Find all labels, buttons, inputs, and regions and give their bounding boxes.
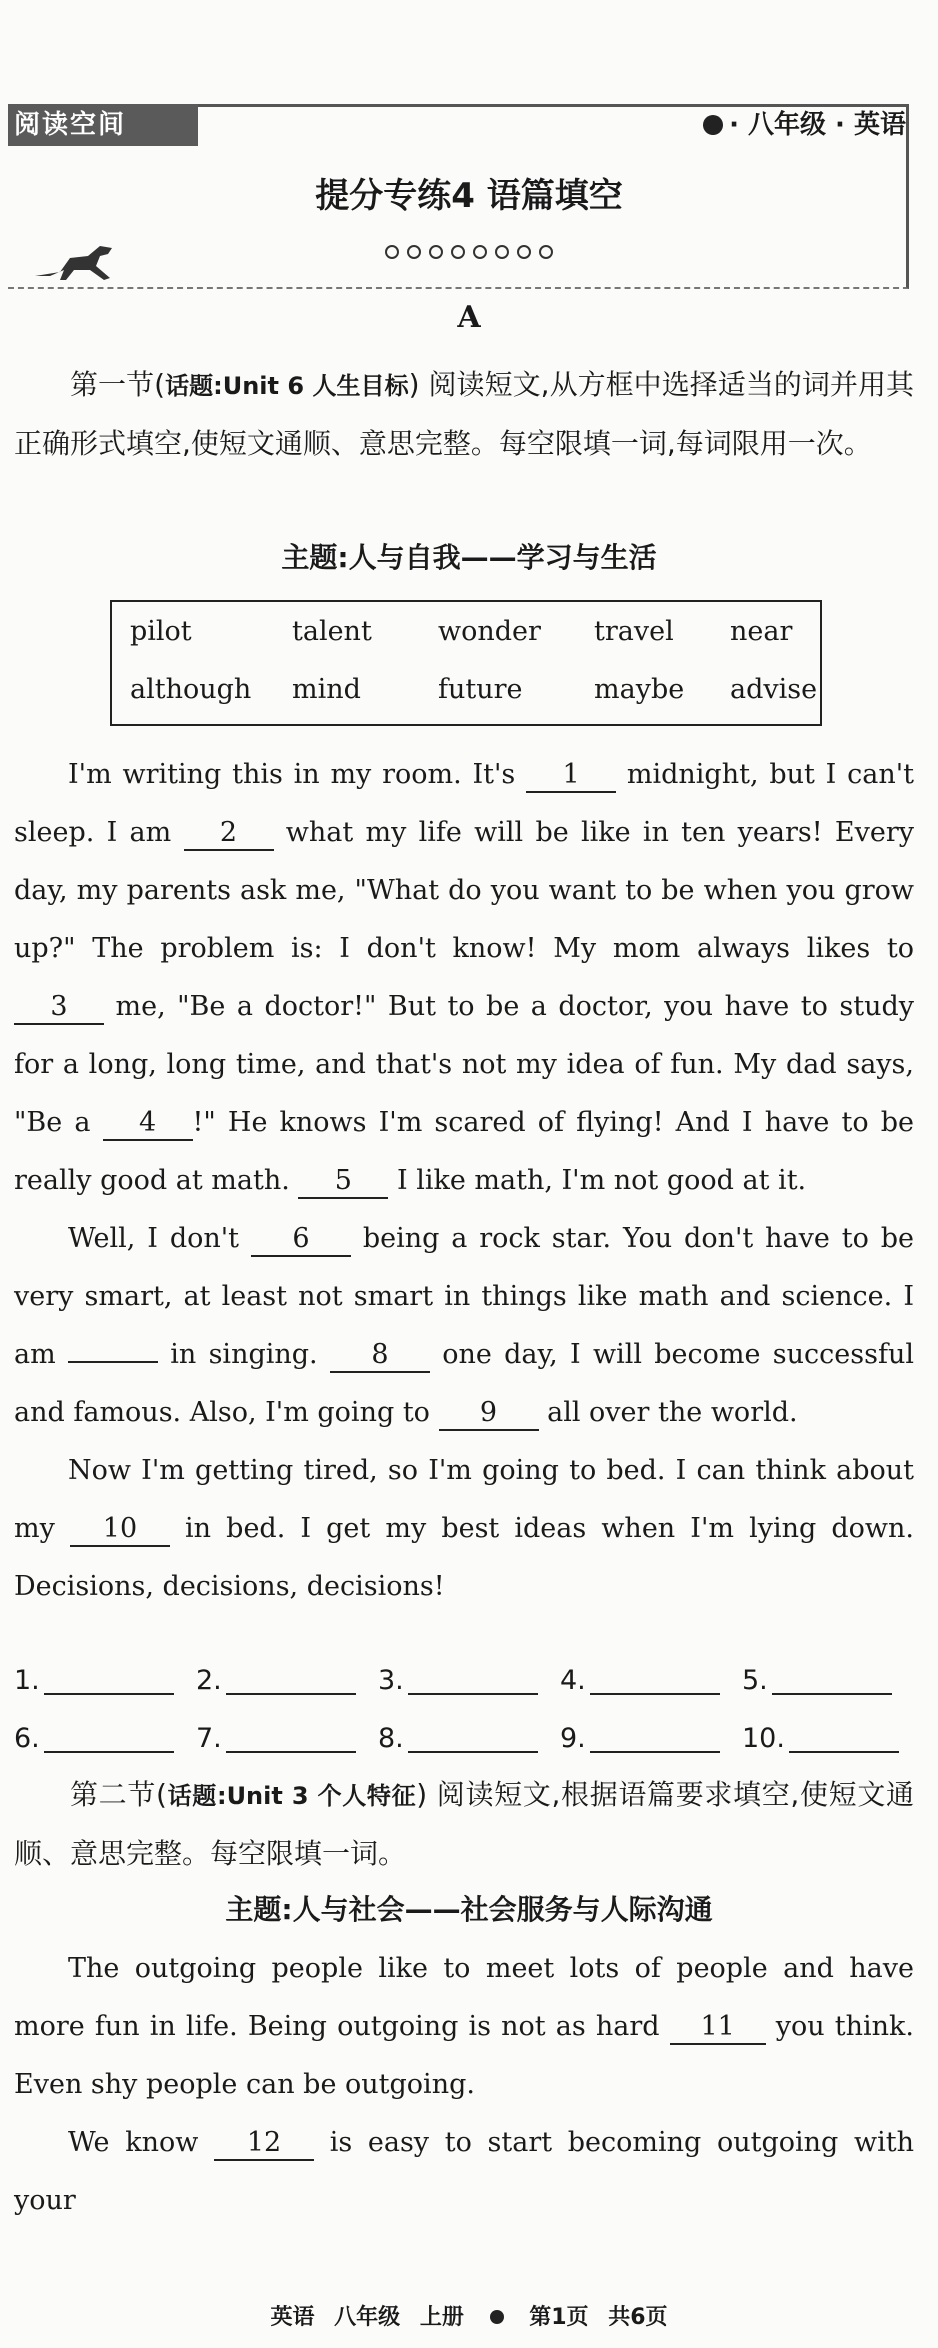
passage-paragraph-4: The outgoing people like to meet lots of people and have more fun in life. Being outgoing is not as hard 11 you think. Even shy people can be outgoing. <box>14 1953 914 2100</box>
answer-line-9[interactable]: 9. <box>560 1710 742 1768</box>
word-bank-item: mind <box>292 674 361 705</box>
part2-instructions: 第二节(话题:Unit 3 个人特征) 阅读短文,根据语篇要求填空,使短文通顺、意思完整。每空限填一词。 <box>14 1778 914 1870</box>
blank-4[interactable]: 4 <box>103 1107 193 1141</box>
page-footer: 英语 八年级 上册 第1页 共6页 <box>270 2305 668 2330</box>
passage-paragraph-2: Well, I don't 6 being a rock star. You don't have to be very smart, at least not smart in things like math and science. I am in singing. 8 one day, I will become successful and famous. Also, I'm going to 9 all over the world. <box>14 1210 914 1442</box>
answer-line-7[interactable]: 7. <box>196 1710 378 1768</box>
section-letter: A <box>457 300 481 335</box>
blank-8[interactable]: 8 <box>330 1339 430 1373</box>
theme-1: 主题:人与自我——学习与生活 <box>281 541 657 574</box>
answer-lines <box>14 1652 924 1768</box>
part1-instructions: 第一节(话题:Unit 6 人生目标) 阅读短文,从方框中选择适当的词并用其正确形式填空,使短文通顺、意思完整。每空限填一词,每词限用一次。 <box>14 368 914 460</box>
blank-12[interactable]: 12 <box>214 2127 314 2161</box>
grade-subject-label: · 八年级 · 英语 <box>703 104 906 146</box>
blank-7[interactable] <box>68 1361 158 1363</box>
word-bank <box>110 600 822 726</box>
blank-2[interactable]: 2 <box>184 817 274 851</box>
passage-paragraph-5: We know 12 is easy to start becoming outgoing with your <box>14 2127 915 2216</box>
blank-11[interactable]: 11 <box>670 2011 766 2045</box>
word-bank-item: travel <box>594 616 674 647</box>
word-bank-item: talent <box>292 616 372 647</box>
passage-paragraph-1: I'm writing this in my room. It's 1 midnight, but I can't sleep. I am 2 what my life will be like in ten years! Every day, my parents ask me, "What do you want to be when you grow up?" The problem is: I don't know! My mom always likes to 3 me, "Be a doctor!" But to be a doctor, you have to study for a long, long time, and that's not my idea of fun. My dad says, "Be a 4 !" He knows I'm scared of flying! And I have to be really good at math. 5 I like math, I'm not good at it. <box>14 746 914 1210</box>
answer-line-1[interactable]: 1. <box>14 1652 196 1710</box>
bullet-icon <box>703 115 723 135</box>
word-bank-item: pilot <box>130 616 192 647</box>
word-bank-item: wonder <box>438 616 541 647</box>
answer-line-2[interactable]: 2. <box>196 1652 378 1710</box>
theme-2: 主题:人与社会——社会服务与人际沟通 <box>225 1893 713 1926</box>
blank-10[interactable]: 10 <box>70 1513 170 1547</box>
footer-dot-icon <box>490 2310 504 2324</box>
decorative-dots <box>0 244 938 263</box>
word-bank-item: future <box>438 674 523 705</box>
word-bank-item: near <box>730 616 793 647</box>
word-bank-item: maybe <box>594 674 685 705</box>
word-bank-item: advise <box>730 674 818 705</box>
blank-3[interactable]: 3 <box>14 991 104 1025</box>
page-title: 提分专练4 语篇填空 <box>315 176 623 216</box>
answer-line-4[interactable]: 4. <box>560 1652 742 1710</box>
passage-paragraph-3: Now I'm getting tired, so I'm going to bed. I can think about my 10 in bed. I get my best ideas when I'm lying down. Decisions, decisions, decisions! <box>14 1455 914 1602</box>
blank-9[interactable]: 9 <box>439 1397 539 1431</box>
answer-line-8[interactable]: 8. <box>378 1710 560 1768</box>
blank-1[interactable]: 1 <box>526 759 616 793</box>
series-name: 阅读空间 <box>8 104 198 146</box>
blank-6[interactable]: 6 <box>251 1223 351 1257</box>
answer-line-3[interactable]: 3. <box>378 1652 560 1710</box>
answer-line-5[interactable]: 5. <box>742 1652 924 1710</box>
word-bank-item: although <box>130 674 252 705</box>
answer-line-6[interactable]: 6. <box>14 1710 196 1768</box>
answer-line-10[interactable]: 10. <box>742 1710 924 1768</box>
blank-5[interactable]: 5 <box>298 1165 388 1199</box>
